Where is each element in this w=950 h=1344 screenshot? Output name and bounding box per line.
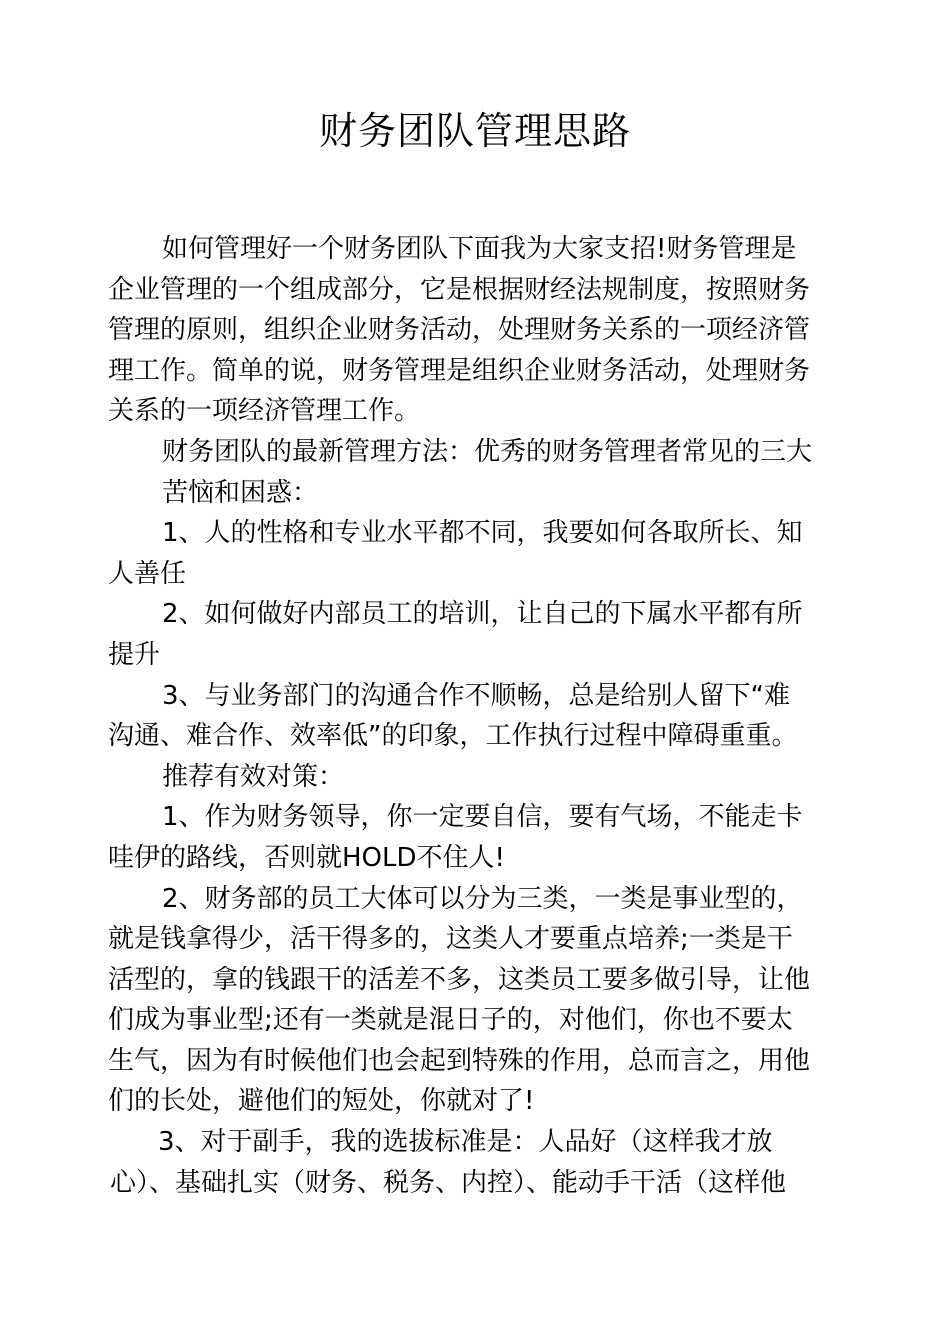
solution-item-line: 生气，因为有时候他们也会起到特殊的作用，总而言之，用他 (108, 1045, 811, 1076)
problem-item-line: 3、与业务部门的沟通合作不顺畅，总是给别人留下“难 (162, 680, 791, 711)
solution-item-line: 就是钱拿得少，活干得多的，这类人才要重点培养;一类是干 (108, 924, 793, 955)
problem-item-line: 沟通、难合作、效率低”的印象，工作执行过程中障碍重重。 (108, 721, 798, 752)
problem-item-line: 2、如何做好内部员工的培训，让自己的下属水平都有所 (162, 599, 803, 630)
problem-item-line: 人善任 (108, 558, 187, 589)
solution-item-line: 2、财务部的员工大体可以分为三类，一类是事业型的， (162, 883, 803, 914)
solution-item-line: 3、对于副手，我的选拔标准是：人品好（这样我才放 (158, 1127, 773, 1158)
solution-item-line: 们成为事业型;还有一类就是混日子的，对他们，你也不要太 (108, 1005, 793, 1036)
solution-item-line: 心）、基础扎实（财务、税务、内控）、能动手干活（这样他 (110, 1167, 787, 1198)
problem-item-line: 提升 (108, 639, 161, 670)
intro-paragraph-line: 管理的原则，组织企业财务活动，处理财务关系的一项经济管 (108, 315, 811, 346)
document-title: 财务团队管理思路 (318, 109, 631, 153)
solutions-heading-line: 推荐有效对策： (162, 761, 345, 792)
methods-heading-line: 财务团队的最新管理方法：优秀的财务管理者常见的三大 (162, 436, 813, 467)
solution-item-line: 们的长处，避他们的短处，你就对了! (108, 1086, 535, 1117)
problem-item-line: 1、人的性格和专业水平都不同，我要如何各取所长、知 (162, 518, 803, 549)
solution-item-line: 哇伊的路线，否则就HOLD不住人! (108, 842, 505, 873)
intro-paragraph-line: 企业管理的一个组成部分，它是根据财经法规制度，按照财务 (108, 274, 811, 305)
solution-item-line: 活型的，拿的钱跟干的活差不多，这类员工要多做引导，让他 (108, 964, 811, 995)
intro-paragraph-line: 理工作。简单的说，财务管理是组织企业财务活动，处理财务 (108, 355, 811, 386)
document-body (108, 229, 843, 1203)
solution-item-line: 1、作为财务领导，你一定要自信，要有气场，不能走卡 (162, 802, 803, 833)
intro-paragraph-line: 关系的一项经济管理工作。 (108, 396, 421, 427)
methods-heading-line: 苦恼和困惑： (162, 477, 319, 508)
intro-paragraph-line: 如何管理好一个财务团队下面我为大家支招!财务管理是 (162, 234, 797, 264)
